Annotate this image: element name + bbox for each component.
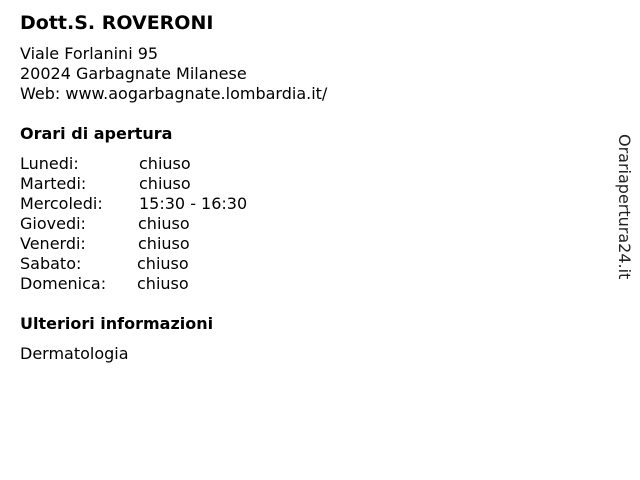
business-name: Dott.S. ROVERONI <box>20 12 214 34</box>
hours-row-wednesday <box>20 194 320 214</box>
day-label: Martedi: <box>20 174 87 193</box>
day-hours: chiuso <box>137 274 189 293</box>
hours-row-sunday <box>20 274 320 294</box>
day-hours: chiuso <box>139 174 191 193</box>
day-label: Lunedi: <box>20 154 79 173</box>
watermark-text: Orariapertura24.it <box>615 134 634 280</box>
address-street: Viale Forlanini 95 <box>20 44 159 63</box>
additional-info-heading: Ulteriori informazioni <box>20 314 214 333</box>
address-block <box>20 44 327 104</box>
day-hours: chiuso <box>138 234 190 253</box>
hours-row-friday <box>20 234 320 254</box>
day-label: Domenica: <box>20 274 107 293</box>
day-hours: chiuso <box>137 254 189 273</box>
address-city: 20024 Garbagnate Milanese <box>20 64 247 83</box>
additional-info-text: Dermatologia <box>20 344 129 363</box>
website-link[interactable]: Web: www.aogarbagnate.lombardia.it/ <box>20 84 328 103</box>
opening-hours-heading: Orari di apertura <box>20 124 173 143</box>
hours-row-monday <box>20 154 320 174</box>
day-label: Sabato: <box>20 254 82 273</box>
opening-hours-table <box>20 154 320 294</box>
day-hours: chiuso <box>139 154 191 173</box>
hours-row-saturday <box>20 254 320 274</box>
watermark-container <box>608 134 640 309</box>
hours-row-tuesday <box>20 174 320 194</box>
day-label: Giovedi: <box>20 214 86 233</box>
hours-row-thursday <box>20 214 320 234</box>
day-hours: chiuso <box>138 214 190 233</box>
day-label: Venerdi: <box>20 234 86 253</box>
day-label: Mercoledi: <box>20 194 103 213</box>
day-hours: 15:30 - 16:30 <box>139 194 248 213</box>
